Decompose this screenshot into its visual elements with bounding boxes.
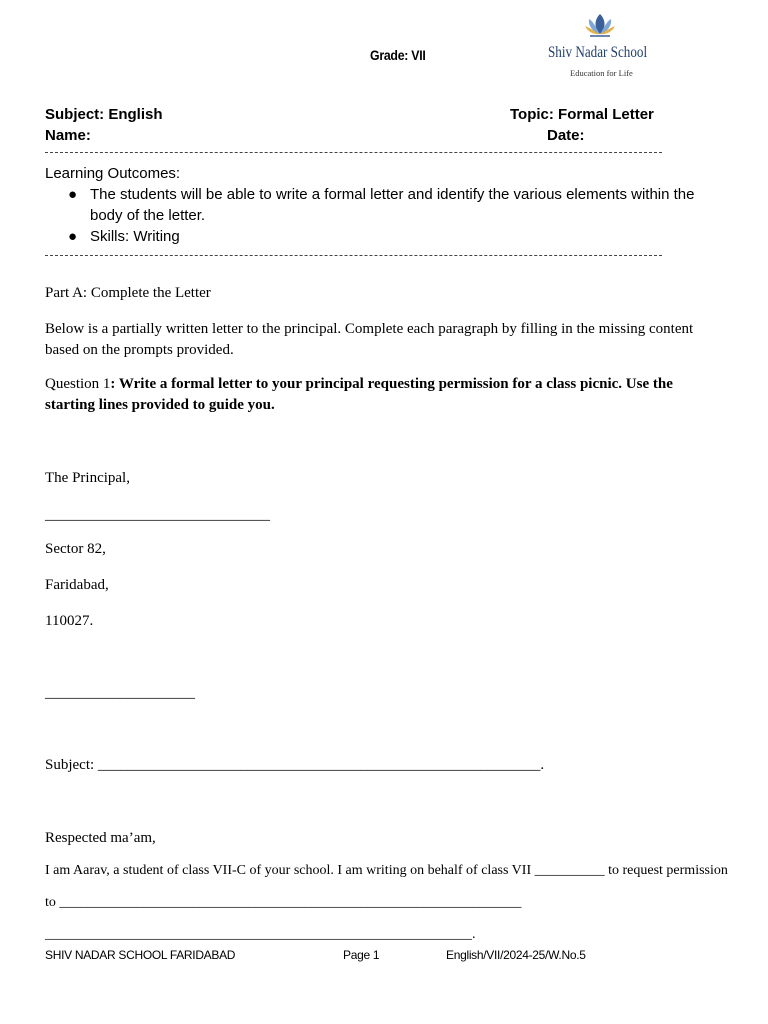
- address-line-2: Faridabad,: [45, 577, 109, 593]
- footer-page-number: Page 1: [343, 948, 380, 962]
- bullet-icon: ●: [68, 228, 78, 245]
- address-line-1: Sector 82,: [45, 541, 106, 557]
- letter-body-line: I am Aarav, a student of class VII-C of your school. I am writing on behalf of class VII __________ to request permission: [45, 863, 728, 878]
- date-label: Date:: [547, 127, 585, 144]
- letter-salutation: Respected ma’am,: [45, 830, 156, 846]
- logo-school-name: Shiv Nadar School: [548, 44, 648, 61]
- part-a-title: Part A: Complete the Letter: [45, 285, 211, 301]
- letter-subject-line: Subject: ___________________________________________________________.: [45, 757, 545, 773]
- letter-recipient: The Principal,: [45, 470, 130, 486]
- question-text: : Write a formal letter to your principal requesting permission for a class picnic. Use the starting lines provided to guide you.: [45, 376, 673, 413]
- outcome-list-item: [68, 184, 708, 226]
- part-a-instructions: Below is a partially written letter to the principal. Complete each paragraph by filling in the missing content based on the prompts provided.: [45, 321, 694, 358]
- outcome-text: Skills: Writing: [90, 228, 180, 245]
- footer-reference: English/VII/2024-25/W.No.5: [446, 948, 586, 962]
- outcome-text: The students will be able to write a formal letter and identify the various elements within the body of the letter.: [90, 186, 695, 224]
- topic-label: Topic: Formal Letter: [510, 106, 654, 123]
- footer-school-name: SHIV NADAR SCHOOL FARIDABAD: [45, 948, 236, 962]
- name-label: Name:: [45, 127, 91, 144]
- divider: [45, 255, 662, 256]
- grade-label: Grade: VII: [370, 47, 426, 63]
- subject-label: Subject: English: [45, 106, 163, 123]
- school-name-blank: ______________________________: [45, 507, 270, 523]
- learning-outcomes-heading: Learning Outcomes:: [45, 165, 181, 182]
- date-blank: ____________________: [45, 685, 195, 701]
- outcome-list-item: [68, 226, 708, 247]
- school-logo: [540, 10, 658, 80]
- lotus-icon: [584, 12, 616, 38]
- divider: [45, 152, 662, 153]
- question-1: [45, 374, 715, 416]
- address-pin: 110027.: [45, 613, 94, 629]
- question-label: Question 1: [45, 376, 111, 392]
- letter-body-line: _____________________________________________________________.: [45, 927, 476, 942]
- letter-body-line: to __________________________________________________________________: [45, 895, 522, 910]
- bullet-icon: ●: [68, 186, 78, 203]
- logo-tagline: Education for Life: [570, 68, 633, 78]
